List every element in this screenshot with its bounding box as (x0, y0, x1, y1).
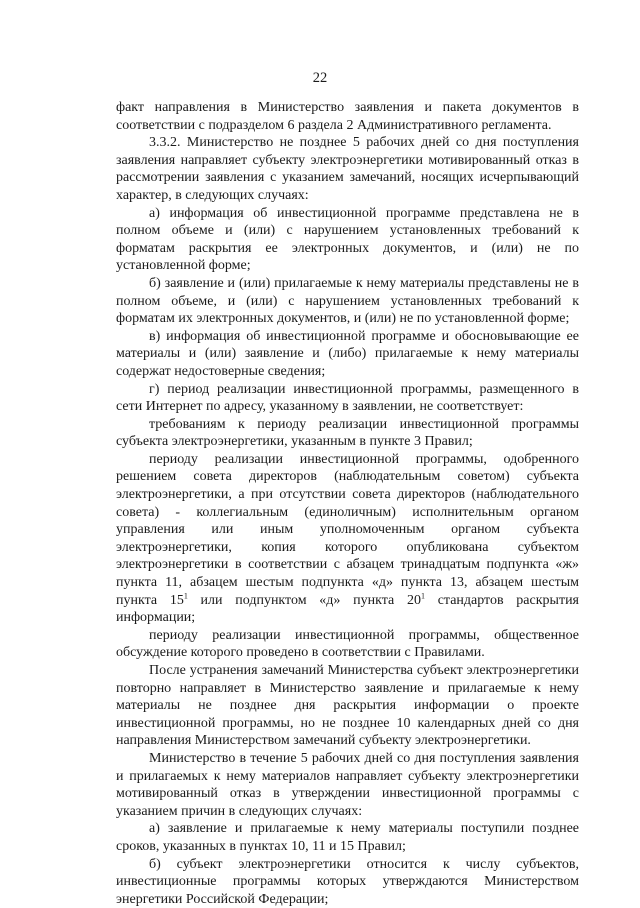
paragraph-fact-submission: факт направления в Министерство заявления и пакета документов в соответствии с подразделом 6 раздела 2 Административного регламента. (116, 100, 579, 133)
paragraph-item-g: г) период реализации инвестиционной программы, размещенного в сети Интернет по адресу, указанному в заявлении, не соответствует: (116, 381, 579, 415)
document-body (116, 99, 579, 908)
paragraph-period-approved (116, 451, 579, 627)
paragraph-3-3-2: 3.3.2. Министерство не позднее 5 рабочих дней со дня поступления заявления направляет субъекту электроэнергетики мотивированный отказ в рассмотрении заявления с указанием замечаний, носящих исчерпывающий характер, в следующих случаях: (116, 135, 579, 203)
paragraph-ministry-refusal: Министерство в течение 5 рабочих дней со дня поступления заявления и прилагаемых к нему материалов направляет субъекту электроэнергетики мотивированный отказ в утверждении инвестиционной программы с указанием причин в следующих случаях: (116, 750, 579, 819)
superscript-1: 1 (183, 590, 188, 600)
paragraph-refusal-item-a: а) заявление и прилагаемые к нему материалы поступили позднее сроков, указанных в пунктах 10, 11 и 15 Правил; (116, 821, 579, 854)
paragraph-period-approved-text-1: периоду реализации инвестиционной программы, одобренного решением совета директоров (наблюдательным советом) субъекта электроэнергетики, а при отсутствии совета директоров (наблюдательного совета) - коллегиальным (единоличным) исполнительным органом управления или иным уполномоченным органом субъекта электроэнергетики, копия которого опубликована субъектом электроэнергетики в соответствии с абзацем тринадцатым подпункта «ж» пункта 11, абзацем шестым подпункта «д» пункта 13, абзацем шестым пункта 15 (116, 451, 579, 608)
paragraph-period-approved-text-3: стандартов раскрытия информации; (116, 592, 579, 626)
paragraph-item-a: а) информация об инвестиционной программе представлена не в полном объеме и (или) с нарушением установленных требований к форматам раскрытия ее электронных документов, и (или) не по установленной форме; (116, 205, 579, 274)
paragraph-refusal-item-b: б) субъект электроэнергетики относится к числу субъектов, инвестиционные программы которых утверждаются Министерством энергетики Российской Федерации; (116, 856, 579, 907)
paragraph-item-b: б) заявление и (или) прилагаемые к нему материалы представлены не в полном объеме, и (или) с нарушением установленных требований к форматам их электронных документов, и (или) не по установленной форме; (116, 275, 579, 327)
paragraph-after-remarks: После устранения замечаний Министерства субъект электроэнергетики повторно направляет в Министерство заявление и прилагаемые к нему материалы не позднее дня раскрытия информации о проекте инвестиционной программы, но не позднее 10 календарных дней со дня направления Министерством замечаний субъекту электроэнергетики. (116, 663, 579, 749)
superscript-2: 1 (420, 590, 425, 600)
paragraph-period-approved-text-2: или подпунктом «д» пункта 20 (187, 592, 421, 608)
page-number: 22 (312, 70, 328, 86)
paragraph-item-v: в) информация об инвестиционной программе и обосновывающие ее материалы и (или) заявление и (либо) прилагаемые к нему материалы содержат недостоверные сведения; (116, 328, 579, 379)
paragraph-public-discussion: периоду реализации инвестиционной программы, общественное обсуждение которого проведено в соответствии с Правилами. (116, 627, 579, 661)
paragraph-requirements: требованиям к периоду реализации инвестиционной программы субъекта электроэнергетики, указанным в пункте 3 Правил; (116, 416, 579, 450)
